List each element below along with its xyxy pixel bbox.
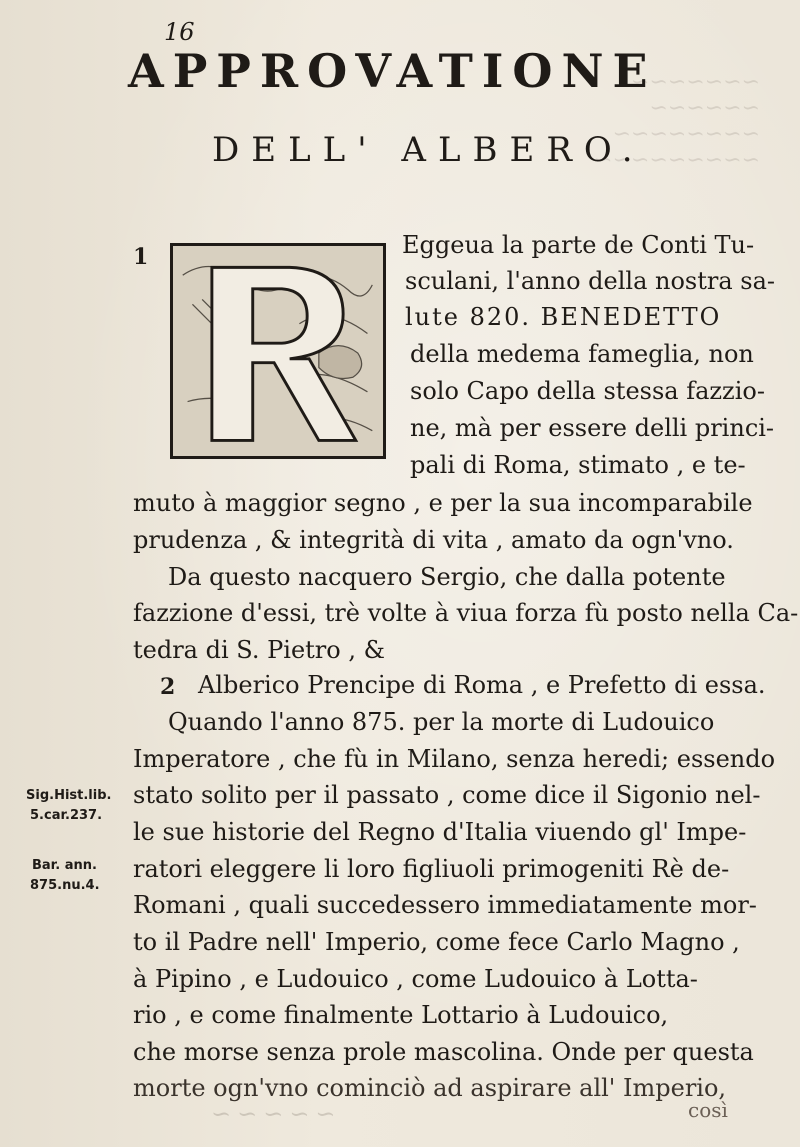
margin-note-3: Bar. ann. — [32, 858, 97, 873]
text-line-22: rio , e come finalmente Lottario à Ludouico, — [133, 1001, 669, 1029]
text-line-1: Eggeua la parte de Conti Tu- — [402, 231, 755, 259]
text-line-8: muto à maggior segno , e per la sua incomparabile — [133, 489, 753, 517]
catchword: così — [688, 1098, 728, 1122]
page-title: APPROVATIONE — [128, 44, 657, 98]
paragraph-number-1: 1 — [133, 244, 149, 270]
margin-note-1: Sig.Hist.lib. — [26, 788, 112, 803]
text-line-15: Imperatore , che fù in Milano, senza heredi; essendo — [133, 745, 776, 773]
text-line-11: fazzione d'essi, trè volte à viua forza fù posto nella Ca- — [133, 599, 799, 627]
text-line-9: prudenza , & integrità di vita , amato da ogn'vno. — [133, 526, 734, 554]
text-line-6: ne, mà per essere delli princi- — [410, 414, 775, 442]
text-line-10: Da questo nacquero Sergio, che dalla potente — [168, 563, 726, 591]
text-line-3: lute 820. BENEDETTO — [405, 303, 722, 331]
margin-note-4: 875.nu.4. — [30, 878, 100, 893]
text-line-14: Quando l'anno 875. per la morte di Ludouico — [168, 708, 715, 736]
text-line-7: pali di Roma, stimato , e te- — [410, 451, 746, 479]
text-line-5: solo Capo della stessa fazzio- — [410, 377, 765, 405]
drop-cap-ornament — [170, 243, 386, 459]
text-line-19: Romani , quali succedessero immediatamente mor- — [133, 891, 757, 919]
text-line-23: che morse senza prole mascolina. Onde per questa — [133, 1038, 754, 1066]
show-through-text: ~~~~~~~ ~~~~~~ ~~~~~~~~ ~~~~~~~~~ — [594, 70, 760, 173]
margin-note-2: 5.car.237. — [30, 808, 103, 823]
text-line-16: stato solito per il passato , come dice il Sigonio nel- — [133, 781, 761, 809]
page-subtitle: DELL' ALBERO. — [212, 130, 645, 170]
woodcut-illustration-icon — [173, 246, 383, 456]
page-number: 16 — [164, 18, 195, 46]
text-line-20: to il Padre nell' Imperio, come fece Carlo Magno , — [133, 928, 740, 956]
show-through-bottom: ~~~~~ — [205, 1100, 336, 1128]
text-line-21: à Pipino , e Ludouico , come Ludouico à Lotta- — [133, 965, 698, 993]
text-line-12: tedra di S. Pietro , & — [133, 636, 385, 664]
text-line-4: della medema fameglia, non — [410, 340, 754, 368]
text-line-18: ratori eleggere li loro figliuoli primogeniti Rè de- — [133, 855, 730, 883]
text-line-13: Alberico Prencipe di Roma , e Prefetto di essa. — [198, 671, 766, 699]
text-line-2: sculani, l'anno della nostra sa- — [405, 267, 776, 295]
paragraph-number-2: 2 — [160, 674, 176, 700]
text-line-24: morte ogn'vno cominciò ad aspirare all' Imperio, — [133, 1074, 727, 1102]
text-line-17: le sue historie del Regno d'Italia viuendo gl' Impe- — [133, 818, 747, 846]
